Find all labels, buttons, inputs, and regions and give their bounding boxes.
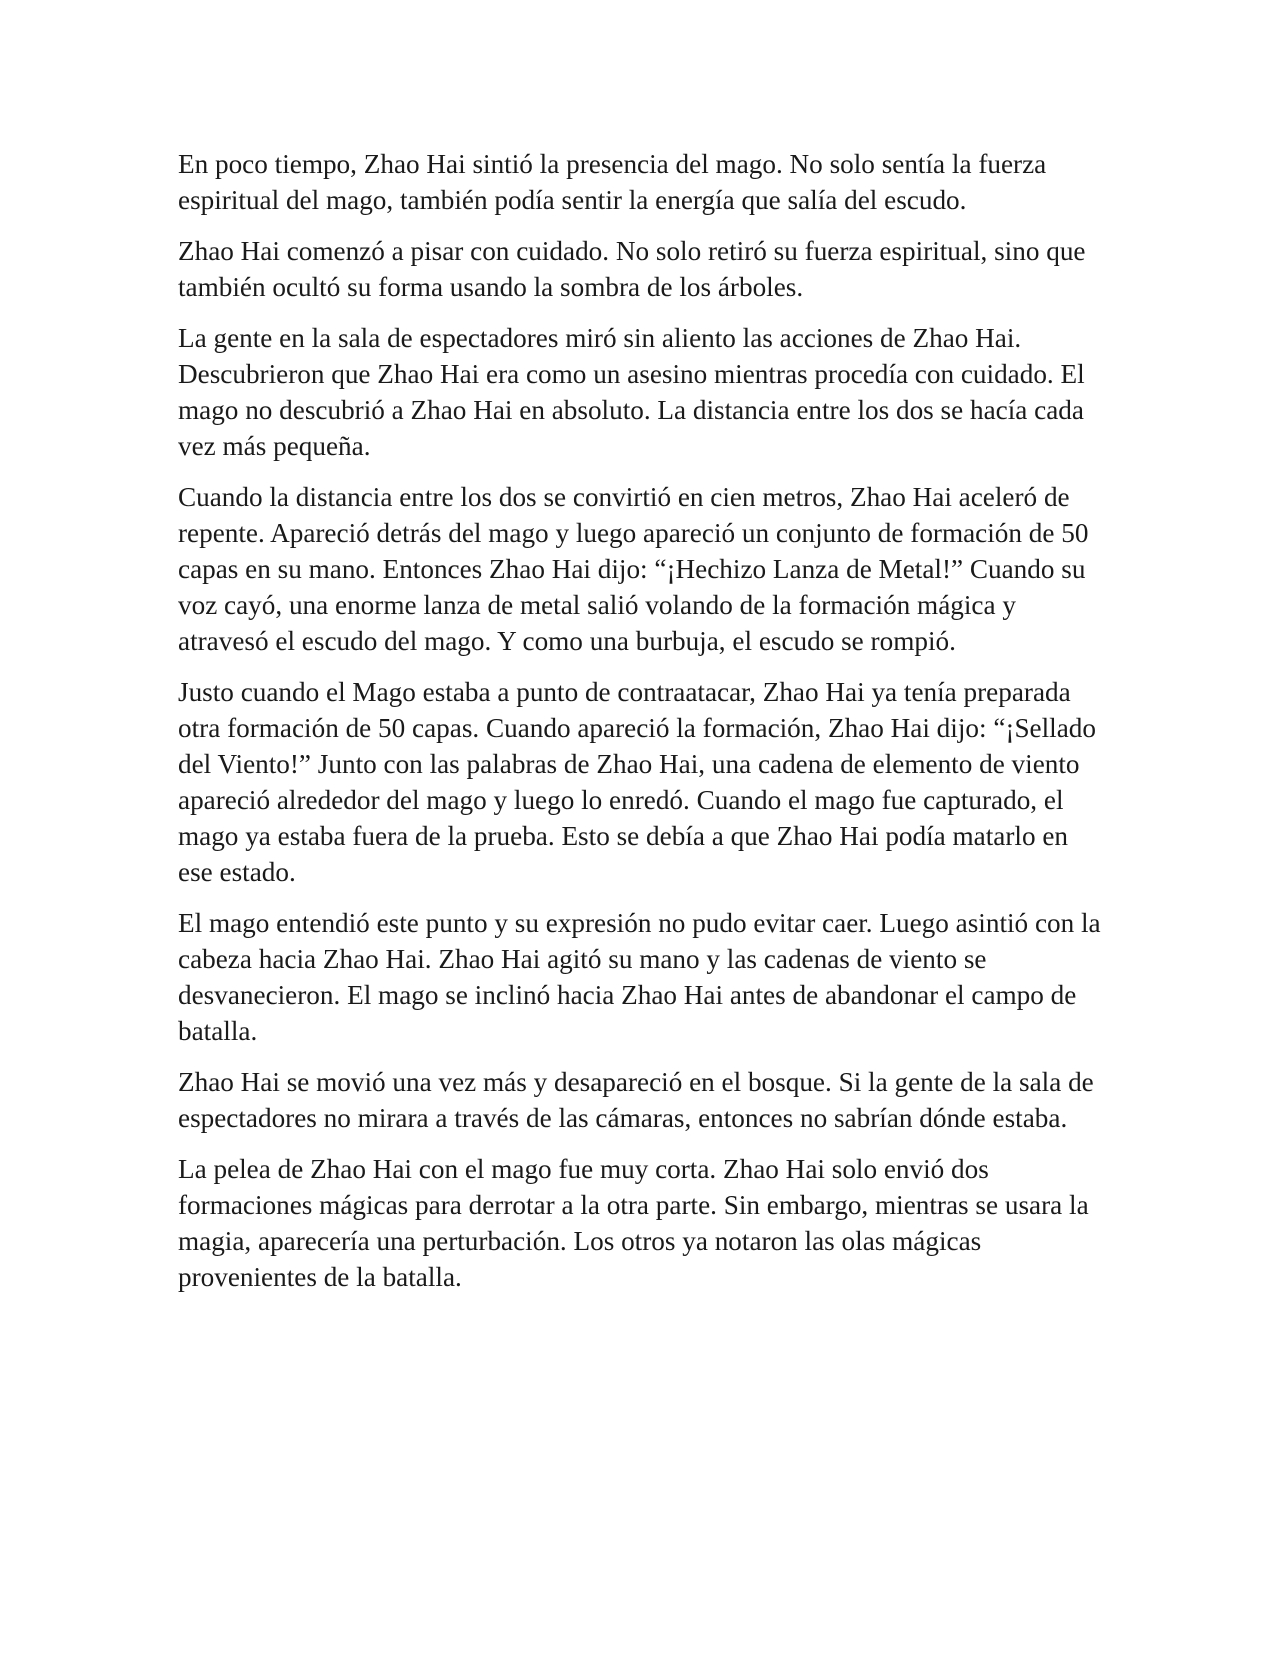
paragraph-3: La gente en la sala de espectadores miró sin aliento las acciones de Zhao Hai. Descubrieron que Zhao Hai era como un asesino mientras procedía con cuidado. El mago no descubrió a Zhao Hai en absoluto. La distancia entre los dos se hacía cada vez más pequeña. — [178, 323, 1085, 461]
paragraph-4: Cuando la distancia entre los dos se convirtió en cien metros, Zhao Hai aceleró de repente. Apareció detrás del mago y luego apareció un conjunto de formación de 50 capas en su mano. Entonces Zhao Hai dijo: “¡Hechizo Lanza de Metal!” Cuando su voz cayó, una enorme lanza de metal salió volando de la formación mágica y atravesó el escudo del mago. Y como una burbuja, el escudo se rompió. — [178, 482, 1089, 656]
paragraph-7: Zhao Hai se movió una vez más y desapareció en el bosque. Si la gente de la sala de espectadores no mirara a través de las cámaras, entonces no sabrían dónde estaba. — [178, 1067, 1094, 1133]
paragraph-6: El mago entendió este punto y su expresión no pudo evitar caer. Luego asintió con la cabeza hacia Zhao Hai. Zhao Hai agitó su mano y las cadenas de viento se desvanecieron. El mago se inclinó hacia Zhao Hai antes de abandonar el campo de batalla. — [178, 908, 1101, 1046]
paragraph-1: En poco tiempo, Zhao Hai sintió la presencia del mago. No solo sentía la fuerza espiritual del mago, también podía sentir la energía que salía del escudo. — [178, 149, 1047, 215]
paragraph-8: La pelea de Zhao Hai con el mago fue muy corta. Zhao Hai solo envió dos formaciones mágicas para derrotar a la otra parte. Sin embargo, mientras se usara la magia, aparecería una perturbación. Los otros ya notaron las olas mágicas provenientes de la batalla. — [178, 1154, 1089, 1292]
paragraph-2: Zhao Hai comenzó a pisar con cuidado. No solo retiró su fuerza espiritual, sino que también ocultó su forma usando la sombra de los árboles. — [178, 236, 1086, 302]
document-body — [178, 146, 1108, 1310]
paragraph-5: Justo cuando el Mago estaba a punto de contraatacar, Zhao Hai ya tenía preparada otra formación de 50 capas. Cuando apareció la formación, Zhao Hai dijo: “¡Sellado del Viento!” Junto con las palabras de Zhao Hai, una cadena de elemento de viento apareció alrededor del mago y luego lo enredó. Cuando el mago fue capturado, el mago ya estaba fuera de la prueba. Esto se debía a que Zhao Hai podía matarlo en ese estado. — [178, 677, 1096, 887]
